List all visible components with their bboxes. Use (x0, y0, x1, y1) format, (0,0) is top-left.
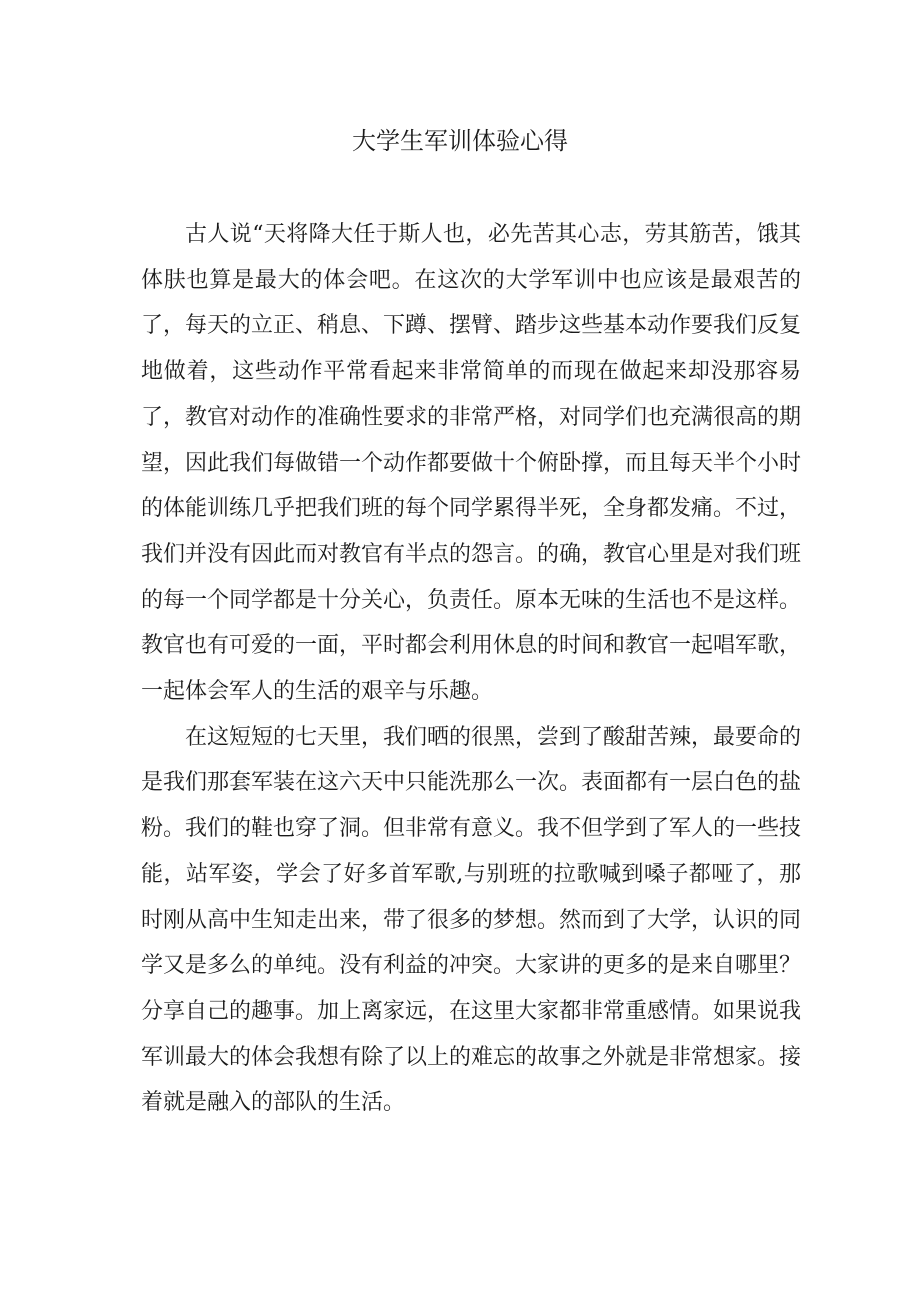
paragraph-2: 在这短短的七天里，我们晒的很黑，尝到了酸甜苦辣，最要命的是我们那套军装在这六天中只能洗那么一次。表面都有一层白色的盐粉。我们的鞋也穿了洞。但非常有意义。我不但学到了军人的一些技能，站军姿，学会了好多首军歌,与别班的拉歌喊到嗓子都哑了，那时刚从高中生知走出来，带了很多的梦想。然而到了大学，认识的同学又是多么的单纯。没有利益的冲突。大家讲的更多的是来自哪里？分享自己的趣事。加上离家远，在这里大家都非常重感情。如果说我军训最大的体会我想有除了以上的难忘的故事之外就是非常想家。接着就是融入的部队的生活。 (141, 724, 802, 1116)
document-title: 大学生军训体验心得 (352, 127, 568, 155)
paragraph-1: 古人说“天将降大任于斯人也，必先苦其心志，劳其筋苦，饿其体肤也算是最大的体会吧。在这次的大学军训中也应该是最艰苦的了，每天的立正、稍息、下蹲、摆臂、踏步这些基本动作要我们反复地做着，这些动作平常看起来非常简单的而现在做起来却没那容易了，教官对动作的准确性要求的非常严格，对同学们也充满很高的期望，因此我们每做错一个动作都要做十个俯卧撑，而且每天半个小时的体能训练几乎把我们班的每个同学累得半死，全身都发痛。不过，我们并没有因此而对教官有半点的怨言。的确，教官心里是对我们班的每一个同学都是十分关心，负责任。原本无味的生活也不是这样。教官也有可爱的一面，平时都会利用休息的时间和教官一起唱军歌，一起体会军人的生活的艰辛与乐趣。 (141, 222, 802, 705)
document-body (141, 212, 801, 1126)
